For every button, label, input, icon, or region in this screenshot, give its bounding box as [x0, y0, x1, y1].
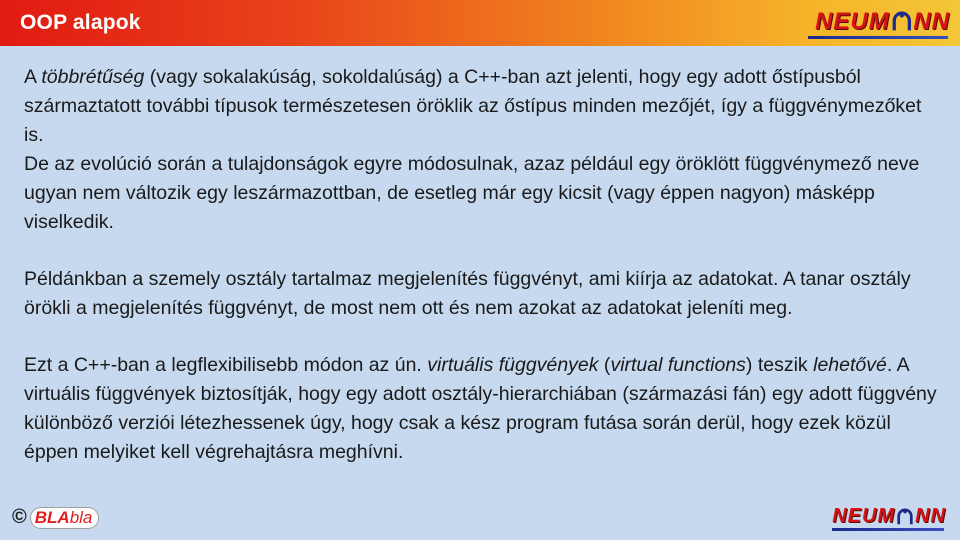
term-virtual-functions-hu: virtuális függvények: [427, 354, 599, 376]
term-lehetove: lehetővé: [813, 354, 887, 376]
logo-text-left: NEUM: [815, 8, 890, 35]
copyright-icon: ©: [12, 506, 27, 528]
blabla-logo: BLAbla: [31, 508, 99, 528]
paragraph-virtual-functions: Ezt a C++-ban a legflexibilisebb módon az ún. virtuális függvények (virtual functions) teszik lehetővé. A virtuális függvények biztosítják, hogy egy adott osztály-hierarchiában (származási fán) egy adott függvény különböző verziói létezhessenek úgy, hogy csak a kész program futása során derül, hogy ezek közül éppen melyiket kell végrehajtásra meghívni.: [24, 354, 937, 463]
logo-underline: [808, 36, 948, 39]
slide-title: OOP alapok: [20, 11, 141, 34]
paragraph-evolution: De az evolúció során a tulajdonságok egyre módosulnak, azaz például egy öröklött függvénymező neve ugyan nem változik egy leszármazottban, de esetleg már egy kicsit (vagy éppen nagyon) másképp viselkedik.: [24, 153, 920, 233]
paragraph-gap: [24, 323, 944, 351]
term-tobbretuseg: többrétűség: [41, 66, 145, 88]
logo-arc-icon: [896, 508, 914, 526]
logo-text-right: NN: [915, 505, 946, 527]
neumann-logo: [815, 8, 950, 36]
slide-header: [0, 0, 960, 46]
footer-copyright: [12, 506, 98, 529]
logo-text-left: NEUM: [832, 505, 896, 527]
paragraph-example: Példánkban a szemely osztály tartalmaz megjelenítés függvényt, ami kiírja az adatokat. A tanar osztály örökli a megjelenítés függvényt, de most nem ott és nem azokat az adatokat jeleníti meg.: [24, 268, 911, 319]
paragraph-polymorphism: A többrétűség (vagy sokalakúság, sokoldalúság) a C++-ban azt jelenti, hogy egy adott őstípusból származtatott további típusok természetesen öröklik az őstípus minden mezőjét, így a függvénymezőket is.: [24, 66, 922, 146]
slide-body: [24, 63, 944, 467]
logo-underline-footer: [832, 528, 944, 531]
paragraph-gap: [24, 237, 944, 265]
logo-arc-icon: [891, 11, 913, 33]
term-virtual-functions-en: virtual functions: [610, 354, 746, 376]
logo-text-right: NN: [913, 8, 950, 35]
neumann-logo-footer: [832, 505, 946, 528]
